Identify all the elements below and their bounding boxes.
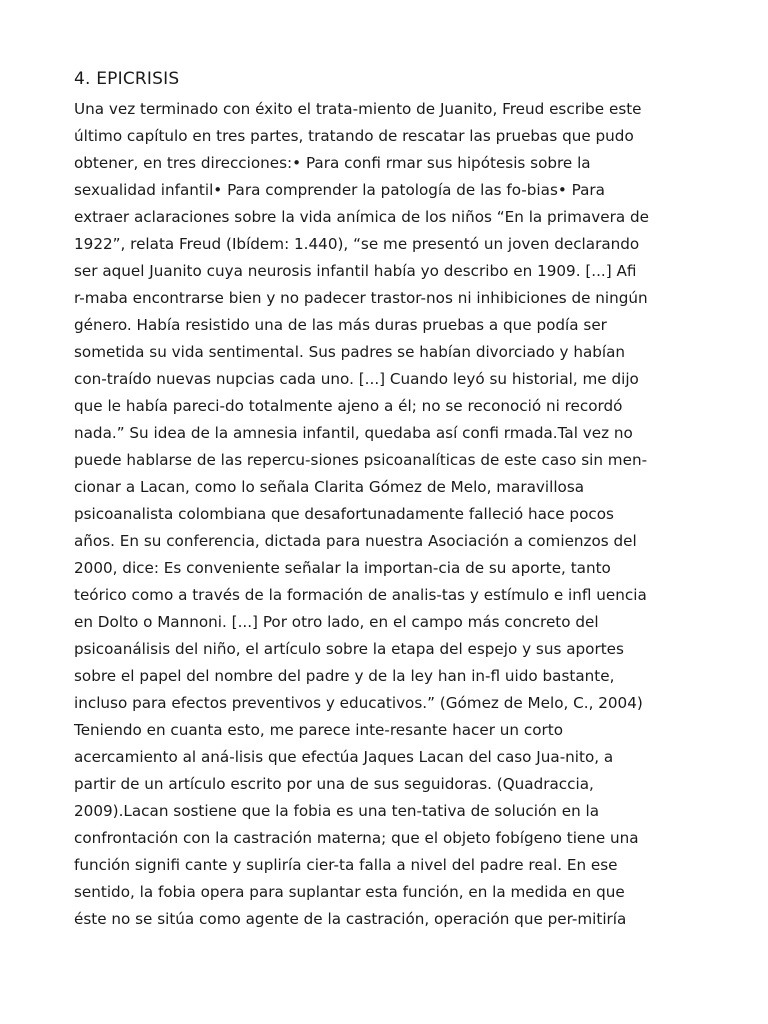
text-line: ser aquel Juanito cuya neurosis infantil había yo describo en 1909. [...] Afi	[74, 262, 637, 280]
text-line: 1922”, relata Freud (Ibídem: 1.440), “se me presentó un joven declarando	[74, 235, 640, 253]
section-heading: 4. EPICRISIS	[74, 69, 180, 89]
text-line: cionar a Lacan, como lo señala Clarita Gómez de Melo, maravillosa	[74, 478, 585, 496]
text-line: años. En su conferencia, dictada para nuestra Asociación a comienzos del	[74, 532, 637, 550]
text-line: partir de un artículo escrito por una de sus seguidoras. (Quadraccia,	[74, 775, 594, 793]
text-line: que le había pareci-do totalmente ajeno a él; no se reconoció ni recordó	[74, 397, 623, 415]
text-line: extraer aclaraciones sobre la vida anímica de los niños “En la primavera de	[74, 208, 649, 226]
text-line: sobre el papel del nombre del padre y de la ley han in-fl uido bastante,	[74, 667, 615, 685]
text-line: sexualidad infantil• Para comprender la patología de las fo-bias• Para	[74, 181, 605, 199]
body-text	[74, 96, 714, 933]
text-line: Una vez terminado con éxito el trata-miento de Juanito, Freud escribe este	[74, 100, 642, 118]
document-page	[74, 66, 714, 933]
text-line: en Dolto o Mannoni. [...] Por otro lado, en el campo más concreto del	[74, 613, 599, 631]
text-line: último capítulo en tres partes, tratando de rescatar las pruebas que pudo	[74, 127, 634, 145]
text-line: psicoanalista colombiana que desafortunadamente falleció hace pocos	[74, 505, 614, 523]
text-line: acercamiento al aná-lisis que efectúa Jaques Lacan del caso Jua-nito, a	[74, 748, 614, 766]
text-line: sentido, la fobia opera para suplantar esta función, en la medida en que	[74, 883, 625, 901]
text-line: éste no se sitúa como agente de la castración, operación que per-mitiría	[74, 910, 627, 928]
text-line: 2000, dice: Es conveniente señalar la importan-cia de su aporte, tanto	[74, 559, 611, 577]
text-line: 2009).Lacan sostiene que la fobia es una ten-tativa de solución en la	[74, 802, 600, 820]
text-line: con-traído nuevas nupcias cada uno. [...] Cuando leyó su historial, me dijo	[74, 370, 639, 388]
text-line: teórico como a través de la formación de analis-tas y estímulo e infl uencia	[74, 586, 647, 604]
text-line: sometida su vida sentimental. Sus padres se habían divorciado y habían	[74, 343, 626, 361]
text-line: puede hablarse de las repercu-siones psicoanalíticas de este caso sin men-	[74, 451, 648, 469]
text-line: obtener, en tres direcciones:• Para confi rmar sus hipótesis sobre la	[74, 154, 591, 172]
text-line: r-maba encontrarse bien y no padecer trastor-nos ni inhibiciones de ningún	[74, 289, 648, 307]
text-line: confrontación con la castración materna; que el objeto fobígeno tiene una	[74, 829, 639, 847]
text-line: nada.” Su idea de la amnesia infantil, quedaba así confi rmada.Tal vez no	[74, 424, 633, 442]
text-line: psicoanálisis del niño, el artículo sobre la etapa del espejo y sus aportes	[74, 640, 624, 658]
text-line: género. Había resistido una de las más duras pruebas a que podía ser	[74, 316, 607, 334]
text-line: incluso para efectos preventivos y educativos.” (Gómez de Melo, C., 2004)	[74, 694, 643, 712]
text-line: función signifi cante y supliría cier-ta falla a nivel del padre real. En ese	[74, 856, 618, 874]
text-line: Teniendo en cuanta esto, me parece inte-resante hacer un corto	[74, 721, 564, 739]
